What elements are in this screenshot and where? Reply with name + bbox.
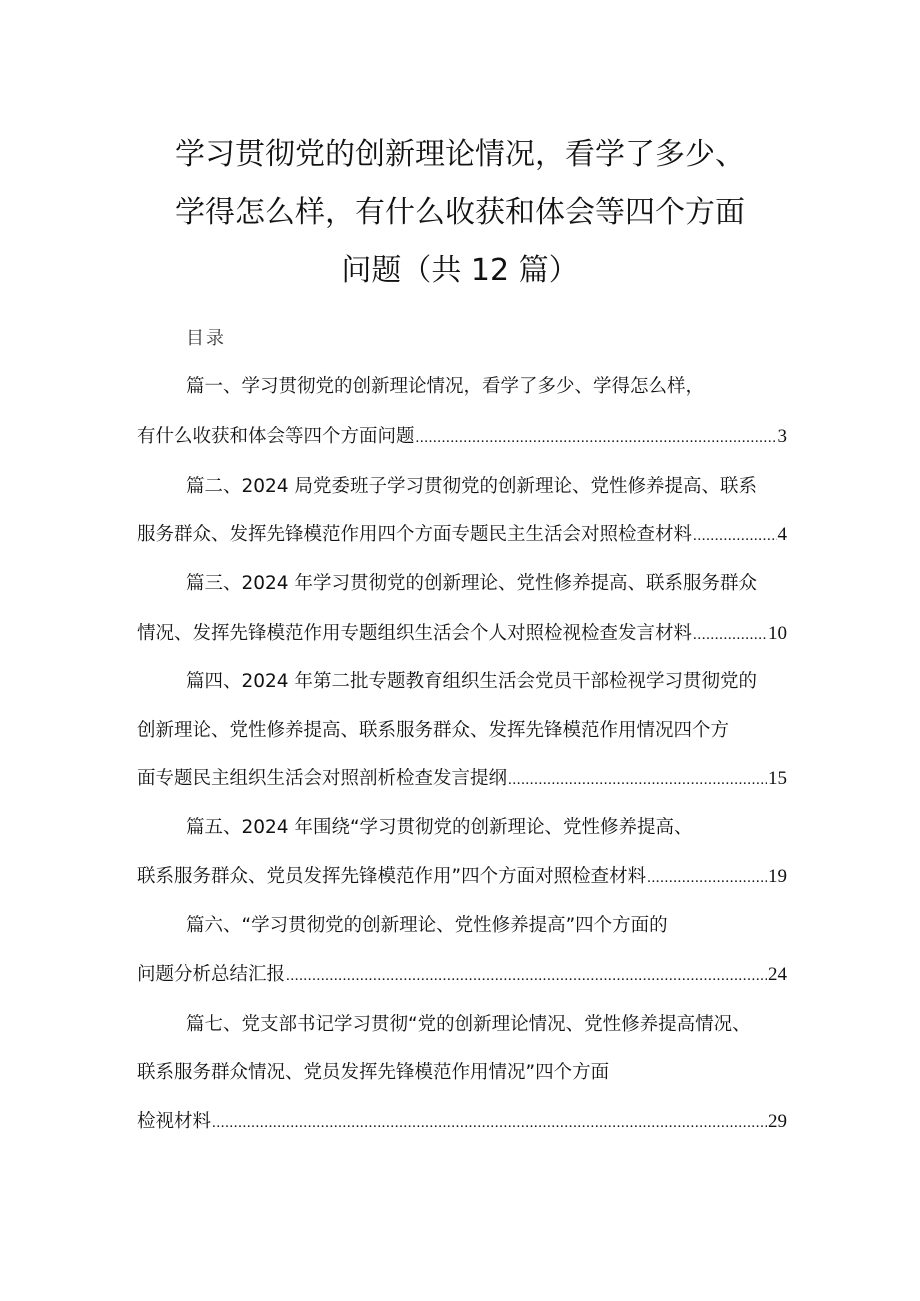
toc-entry-7-line-1[interactable]: 篇七、党支部书记学习贯彻“党的创新理论情况、党性修养提高情况、 bbox=[186, 1014, 751, 1035]
toc-label: 目录 bbox=[186, 328, 226, 349]
toc-entry-5-text: 联系服务群众、党员发挥先锋模范作用”四个方面对照检查材料 bbox=[137, 866, 647, 887]
title-line-1: 学习贯彻党的创新理论情况，看学了多少、 bbox=[175, 137, 745, 172]
toc-entry-7-text: 检视材料 bbox=[137, 1111, 212, 1132]
toc-entry-2-page: 4 bbox=[777, 524, 787, 545]
toc-leader-dots bbox=[508, 765, 767, 795]
toc-entry-7-last-line[interactable] bbox=[137, 1107, 787, 1137]
toc-entry-3-last-line[interactable] bbox=[137, 619, 787, 649]
toc-entry-2-text: 服务群众、发挥先锋模范作用四个方面专题民主生活会对照检查材料 bbox=[137, 524, 693, 545]
toc-entry-4-line-1[interactable]: 篇四、2024 年第二批专题教育组织生活会党员干部检视学习贯彻党的 bbox=[186, 671, 757, 692]
toc-entry-1-line-1[interactable]: 篇一、学习贯彻党的创新理论情况，看学了多少、学得怎么样， bbox=[186, 376, 705, 397]
toc-entry-4-page: 15 bbox=[768, 768, 787, 789]
toc-entry-1-page: 3 bbox=[777, 426, 787, 447]
toc-entry-5-line-1[interactable]: 篇五、2024 年围绕“学习贯彻党的创新理论、党性修养提高、 bbox=[186, 817, 693, 838]
toc-entry-4-line-2[interactable]: 创新理论、党性修养提高、联系服务群众、发挥先锋模范作用情况四个方 bbox=[137, 720, 730, 741]
toc-entry-3-line-1[interactable]: 篇三、2024 年学习贯彻党的创新理论、党性修养提高、联系服务群众 bbox=[186, 573, 757, 594]
toc-entry-1-last-line[interactable] bbox=[137, 422, 787, 452]
title-line-2: 学得怎么样，有什么收获和体会等四个方面 bbox=[175, 195, 745, 230]
toc-entry-1-text: 有什么收获和体会等四个方面问题 bbox=[137, 426, 415, 447]
toc-entry-3-text: 情况、发挥先锋模范作用专题组织生活会个人对照检视检查发言材料 bbox=[137, 623, 693, 644]
toc-leader-dots bbox=[212, 1108, 767, 1138]
toc-leader-dots bbox=[693, 521, 776, 551]
toc-entry-6-page: 24 bbox=[768, 964, 787, 985]
toc-leader-dots bbox=[693, 620, 767, 650]
toc-entry-5-page: 19 bbox=[768, 866, 787, 887]
toc-entry-6-line-1[interactable]: 篇六、“学习贯彻党的创新理论、党性修养提高”四个方面的 bbox=[186, 915, 668, 936]
toc-entry-4-last-line[interactable] bbox=[137, 764, 787, 794]
toc-leader-dots bbox=[286, 961, 767, 991]
toc-entry-5-last-line[interactable] bbox=[137, 862, 787, 892]
toc-entry-4-text: 面专题民主组织生活会对照剖析检查发言提纲 bbox=[137, 768, 508, 789]
title-line-3: 问题（共 12 篇） bbox=[341, 253, 579, 288]
document-title bbox=[120, 126, 800, 300]
toc-entry-3-page: 10 bbox=[768, 623, 787, 644]
toc-leader-dots bbox=[416, 423, 777, 453]
toc-leader-dots bbox=[647, 863, 767, 893]
toc-entry-2-line-1[interactable]: 篇二、2024 局党委班子学习贯彻党的创新理论、党性修养提高、联系 bbox=[186, 476, 757, 497]
toc-entry-7-line-2[interactable]: 联系服务群众情况、党员发挥先锋模范作用情况”四个方面 bbox=[137, 1062, 610, 1083]
toc-entry-6-text: 问题分析总结汇报 bbox=[137, 964, 286, 985]
toc-entry-7-page: 29 bbox=[768, 1111, 787, 1132]
toc-entry-2-last-line[interactable] bbox=[137, 520, 787, 550]
toc-entry-6-last-line[interactable] bbox=[137, 960, 787, 990]
